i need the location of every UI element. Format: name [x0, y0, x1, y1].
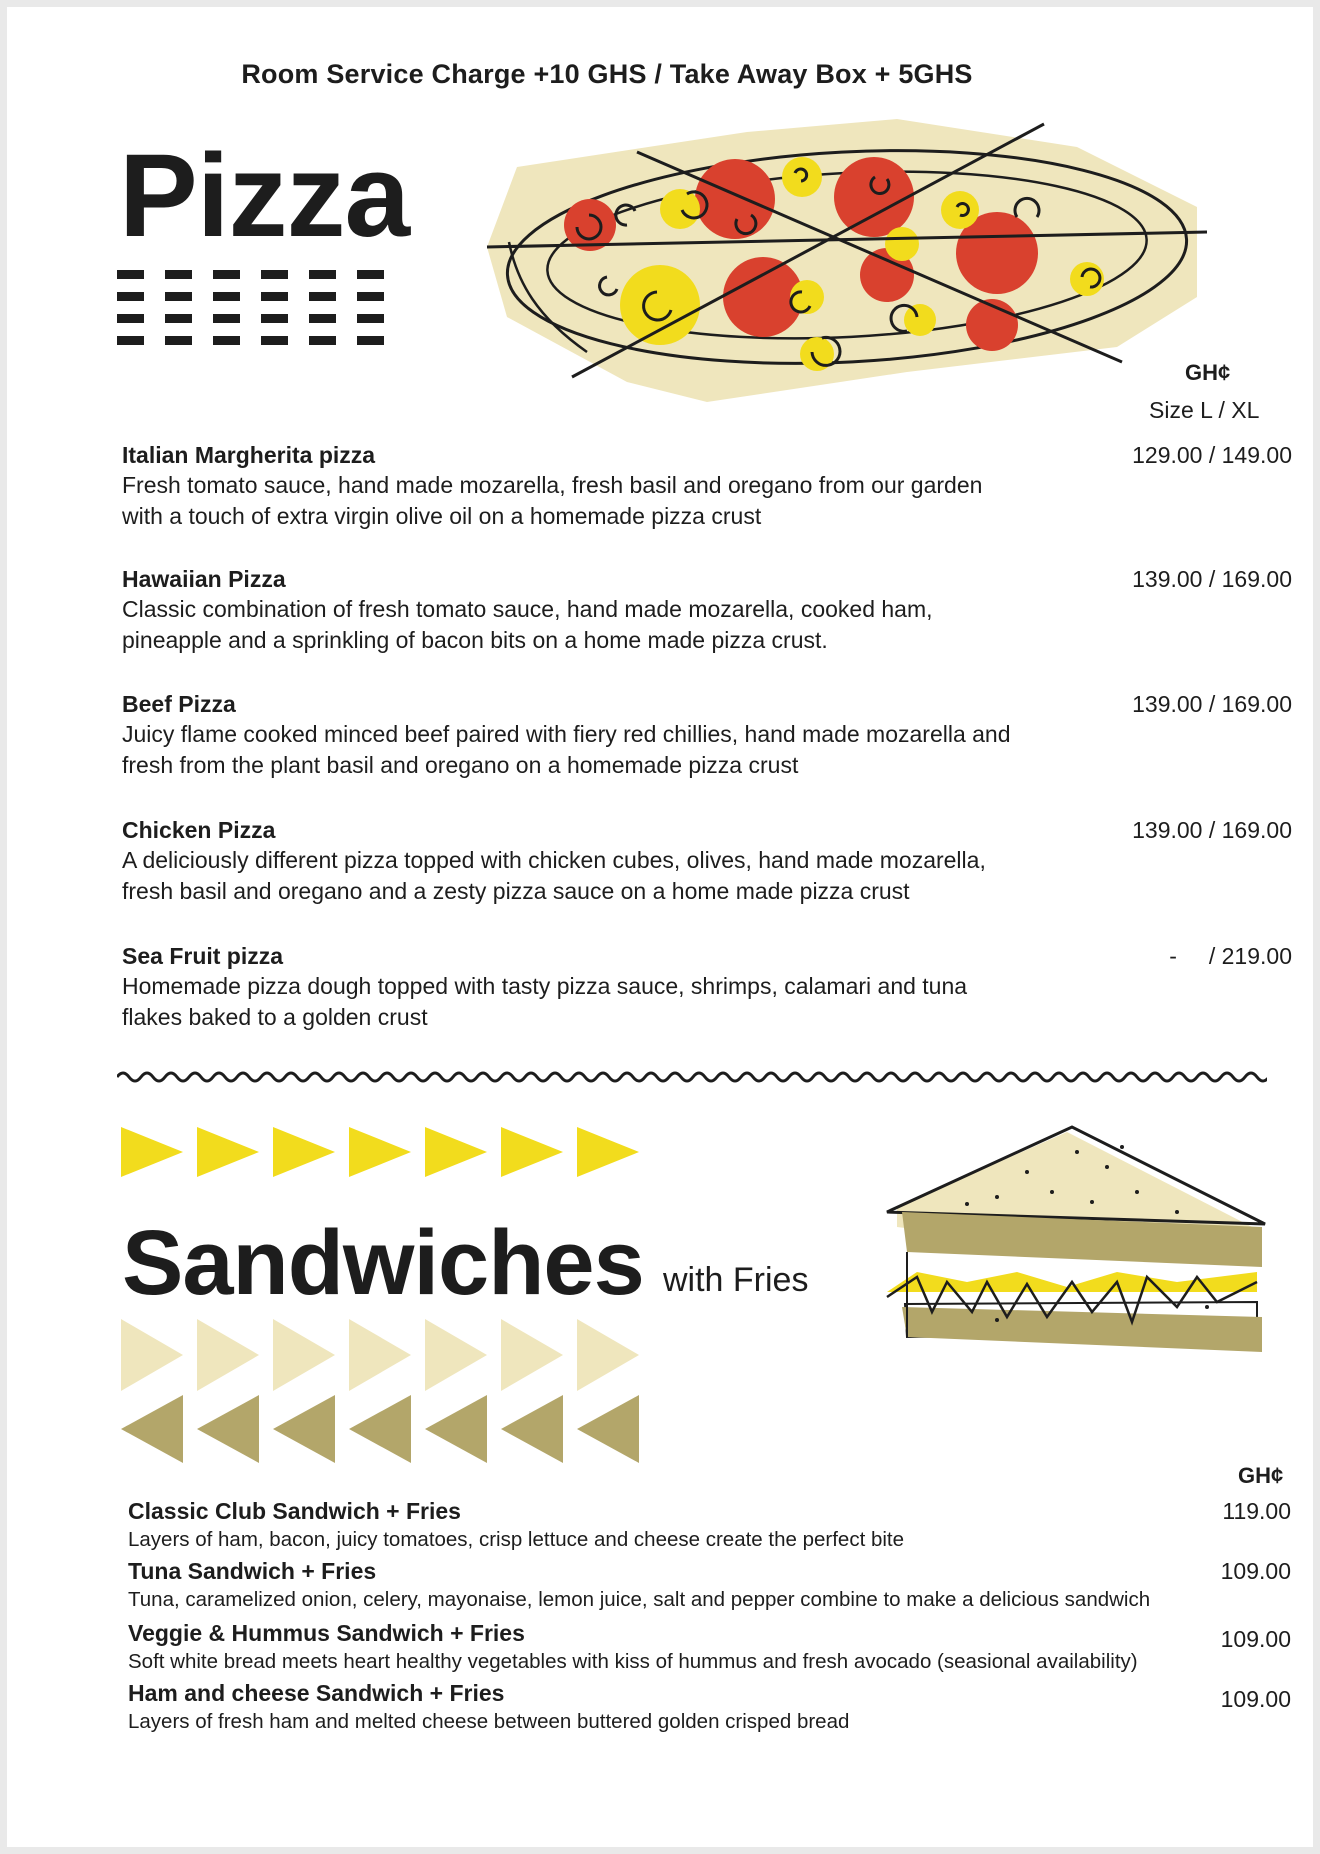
menu-item [122, 941, 1292, 1033]
menu-item-description: Soft white bread meets heart healthy vegetables with kiss of hummus and fresh avocado (seasional availability) [128, 1650, 1138, 1673]
menu-item-price: 139.00 / 169.00 [1132, 691, 1292, 717]
menu-page [7, 7, 1313, 1847]
menu-item-description: Layers of fresh ham and melted cheese between buttered golden crisped bread [128, 1710, 850, 1733]
menu-item-description: Juicy flame cooked minced beef paired with fiery red chillies, hand made mozarella and fresh from the plant basil and oregano on a homemade pizza crust [122, 721, 1011, 778]
sandwiches-subtitle: with Fries [663, 1261, 809, 1299]
dash-pattern-decoration [117, 270, 407, 360]
menu-item-description: Fresh tomato sauce, hand made mozarella, fresh basil and oregano from our garden with a touch of extra virgin olive oil on a homemade pizza crust [122, 472, 983, 529]
menu-item-price: 139.00 / 169.00 [1132, 817, 1292, 843]
menu-item [122, 564, 1292, 656]
menu-item-name: Ham and cheese Sandwich + Fries [128, 1680, 505, 1706]
menu-item [122, 815, 1292, 907]
menu-item-price: 119.00 [1222, 1498, 1291, 1524]
menu-item-name: Italian Margherita pizza [122, 442, 376, 468]
menu-item-name: Sea Fruit pizza [122, 943, 284, 969]
menu-item [128, 1619, 1291, 1677]
menu-item-name: Veggie & Hummus Sandwich + Fries [128, 1620, 525, 1646]
menu-item-price: 109.00 [1220, 1686, 1291, 1712]
menu-item-description: A deliciously different pizza topped with chicken cubes, olives, hand made mozarella, fresh basil and oregano and a zesty pizza sauce on a home made pizza crust [122, 847, 986, 904]
menu-item [128, 1679, 1291, 1737]
menu-item-name: Chicken Pizza [122, 817, 276, 843]
sandwich-illustration-icon [877, 1122, 1267, 1362]
menu-item-name: Tuna Sandwich + Fries [128, 1558, 377, 1584]
menu-item [128, 1557, 1291, 1615]
menu-item-price: 109.00 [1220, 1626, 1291, 1652]
menu-item-description: Homemade pizza dough topped with tasty pizza sauce, shrimps, calamari and tuna flakes baked to a golden crust [122, 973, 968, 1030]
pizza-illustration-icon [477, 107, 1207, 417]
menu-item-name: Beef Pizza [122, 691, 236, 717]
menu-item [122, 440, 1292, 532]
menu-item-name: Hawaiian Pizza [122, 566, 286, 592]
pizza-currency-label: GH¢ [1185, 360, 1231, 385]
sandwiches-section-title: Sandwiches [122, 1212, 644, 1314]
menu-item-description: Tuna, caramelized onion, celery, mayonaise, lemon juice, salt and pepper combine to make a delicious sandwich [128, 1588, 1151, 1611]
menu-item [128, 1497, 1291, 1555]
pizza-section-title: Pizza [119, 130, 410, 262]
menu-item-price: 139.00 / 169.00 [1132, 566, 1292, 592]
menu-item-description: Layers of ham, bacon, juicy tomatoes, crisp lettuce and cheese create the perfect bite [128, 1528, 905, 1551]
wavy-divider [117, 1067, 1267, 1087]
menu-item-name: Classic Club Sandwich + Fries [128, 1498, 461, 1524]
menu-item-price: - / 219.00 [1169, 943, 1292, 969]
menu-item-price: 129.00 / 149.00 [1132, 442, 1292, 468]
menu-item-price: 109.00 [1220, 1558, 1291, 1584]
olive-triangle-decoration [121, 1319, 651, 1469]
sandwiches-currency-label: GH¢ [1238, 1463, 1284, 1488]
service-charge-notice: Room Service Charge +10 GHS / Take Away Box + 5GHS [241, 59, 973, 89]
menu-item [122, 689, 1292, 781]
yellow-triangle-decoration [121, 1127, 651, 1197]
menu-item-description: Classic combination of fresh tomato sauce, hand made mozarella, cooked ham, pineapple and a sprinkling of bacon bits on a home made pizza crust. [122, 596, 933, 653]
pizza-size-label: Size L / XL [1149, 397, 1260, 423]
